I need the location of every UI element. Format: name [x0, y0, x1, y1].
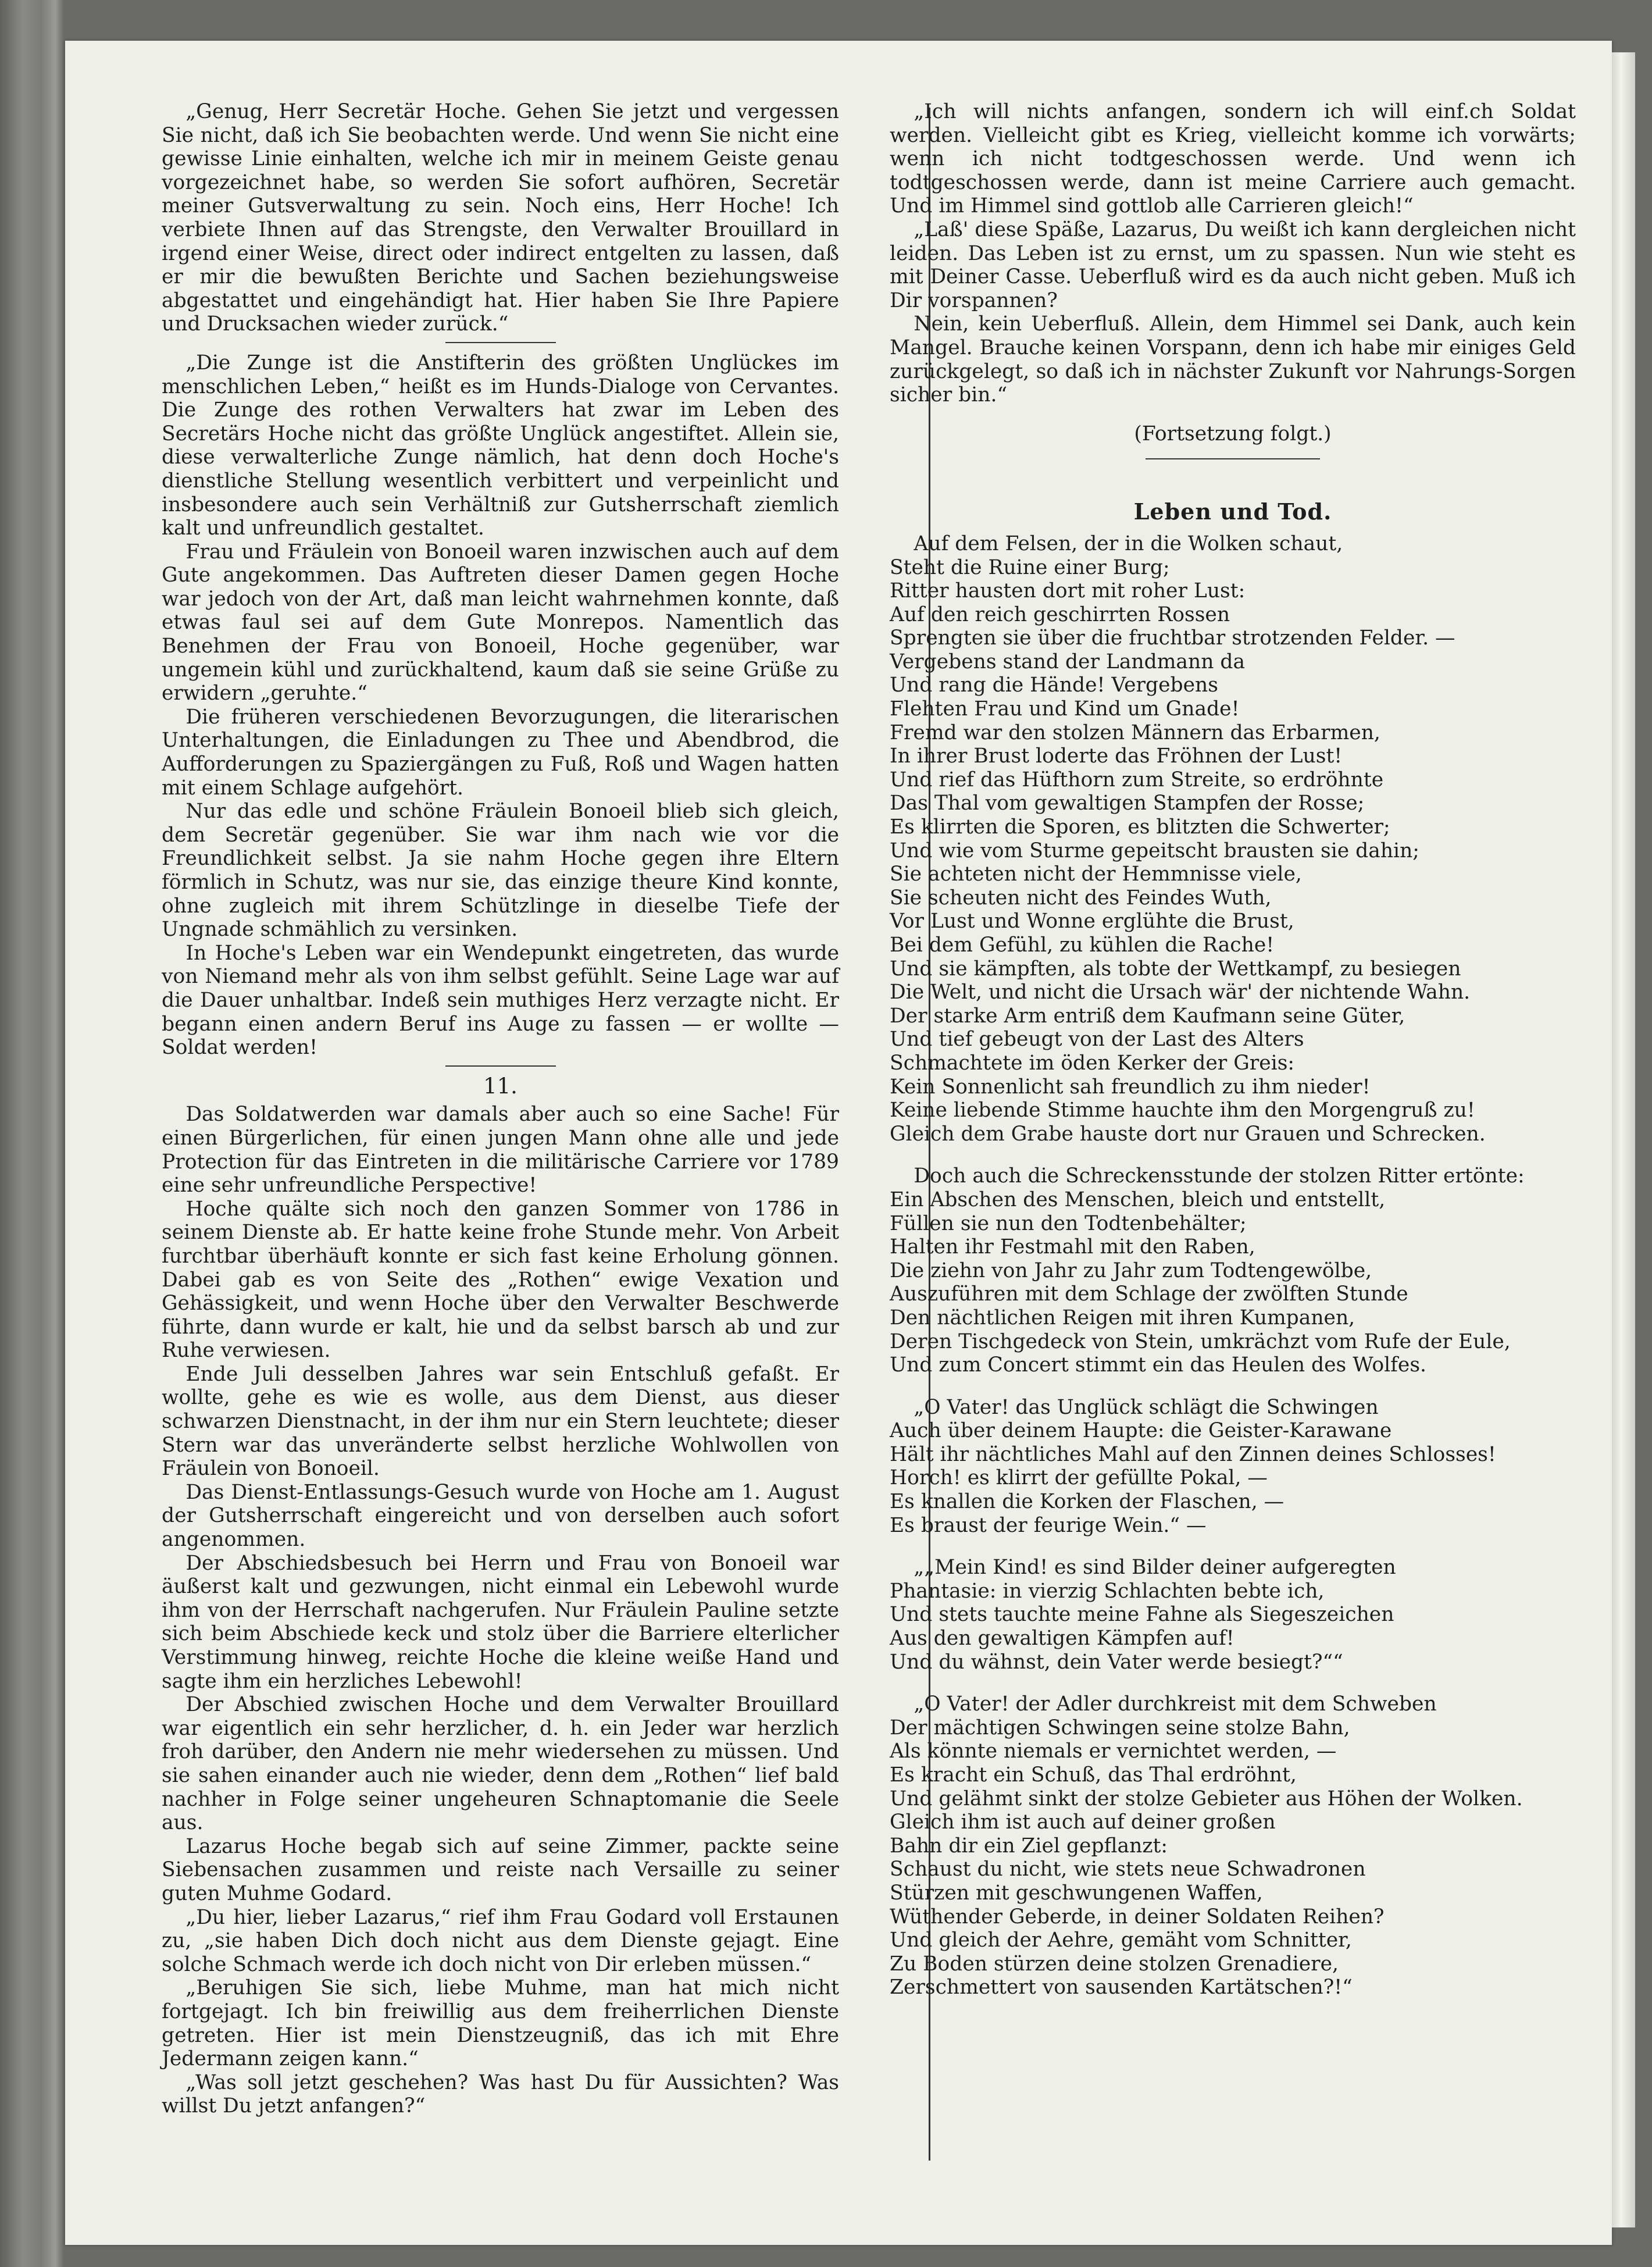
- paragraph: Ende Juli desselben Jahres war sein Entschluß gefaßt. Er wollte, gehe es wie es wolle, aus dem Dienst, aus dieser schwarzen Dienstnacht, in der ihm nur ein Stern leuchtete; dieser Stern war das unveränderte selbst herzliche Wohlwollen von Fräulein von Bonoeil.: [162, 1362, 839, 1481]
- paragraph: Nur das edle und schöne Fräulein Bonoeil blieb sich gleich, dem Secretär gegenüber. Sie war ihm nach wie vor die Freundlichkeit selbst. Ja sie nahm Hoche gegen ihre Eltern förmlich in Schutz, was nur sie, das einzige theure Kind konnte, ohne zugleich mit ihrem Schützlinge in dieselbe Tiefe der Ungnade schmählich zu versinken.: [162, 800, 839, 942]
- paragraph: Der Abschiedsbesuch bei Herrn und Frau von Bonoeil war äußerst kalt und gezwungen, nicht einmal ein Lebewohl wurde ihm von der Herrschaft nachgerufen. Nur Fräulein Pauline setzte sich beim Abschiede keck und stolz über die Barriere elterlicher Verstimmung hinweg, reichte Hoche die kleine weiße Hand und sagte ihm ein herzliches Lebewohl!: [162, 1551, 839, 1693]
- section-number: 11.: [483, 1073, 518, 1099]
- continuation-note: (Fortsetzung folgt.): [1134, 422, 1332, 445]
- poem-line: Zu Boden stürzen deine stolzen Grenadiere,: [890, 1952, 1339, 1976]
- poem-line: Das Thal vom gewaltigen Stampfen der Rosse;: [890, 792, 1365, 815]
- poem-line: Ein Abschen des Menschen, bleich und entstellt,: [890, 1188, 1386, 1211]
- poem-line: Gleich dem Grabe hauste dort nur Grauen und Schrecken.: [890, 1122, 1486, 1146]
- poem-line: Sprengten sie über die fruchtbar strotzenden Felder. —: [890, 626, 1455, 650]
- poem-line: Auch über deinem Haupte: die Geister-Karawane: [890, 1419, 1392, 1443]
- poem-line: Flehten Frau und Kind um Gnade!: [890, 697, 1240, 721]
- paragraph: „Ich will nichts anfangen, sondern ich will einf.ch Soldat werden. Vielleicht gibt es Krieg, vielleicht komme ich vorwärts; wenn ich nicht todtgeschossen werde. Und wenn ich todtgeschossen werde, dann ist meine Carriere auch gemacht. Und im Himmel sind gottlob alle Carrieren gleich!“: [890, 100, 1576, 218]
- separator-rule: [445, 1065, 556, 1067]
- poem-stanza-4: [890, 1556, 1576, 1674]
- poem-stanza-1: [890, 532, 1576, 1146]
- poem-line: Horch! es klirrt der gefüllte Pokal, —: [890, 1466, 1268, 1490]
- right-column: [890, 100, 1576, 2018]
- poem-line: Der starke Arm entriß dem Kaufmann seine Güter,: [890, 1004, 1405, 1028]
- poem-line: In ihrer Brust loderte das Fröhnen der Lust!: [890, 744, 1343, 768]
- poem-line: Gleich ihm ist auch auf deiner großen: [890, 1810, 1276, 1834]
- poem-line: Steht die Ruine einer Burg;: [890, 555, 1170, 579]
- poem-line: Ritter hausten dort mit roher Lust:: [890, 579, 1246, 603]
- poem-line: Wüthender Geberde, in deiner Soldaten Reihen?: [890, 1905, 1385, 1929]
- poem-stanza-5: [890, 1692, 1576, 1999]
- poem-line: Bahn dir ein Ziel gepflanzt:: [890, 1834, 1168, 1858]
- poem-line: Bei dem Gefühl, zu kühlen die Rache!: [890, 933, 1275, 957]
- poem-line: Und rang die Hände! Vergebens: [890, 673, 1218, 697]
- paragraph: Der Abschied zwischen Hoche und dem Verwalter Brouillard war eigentlich ein sehr herzlicher, d. h. ein Jeder war herzlich froh darüber, den Andern nie mehr wiedersehen zu müssen. Und sie sahen einander auch nie wieder, denn dem „Rothen“ lief bald nachher in Folge seiner ungeheuren Schnaptomanie die Seele aus.: [162, 1693, 839, 1835]
- poem-line: Schmachtete im öden Kerker der Greis:: [890, 1051, 1295, 1075]
- paragraph: „Laß' diese Späße, Lazarus, Du weißt ich kann dergleichen nicht leiden. Das Leben ist zu ernst, um zu spassen. Nun wie steht es mit Deiner Casse. Ueberfluß wird es da auch nicht geben. Muß ich Dir vorspannen?: [890, 218, 1576, 312]
- paragraph: Nein, kein Ueberfluß. Allein, dem Himmel sei Dank, auch kein Mangel. Brauche keinen Vorspann, denn ich habe mir einiges Geld zurückgelegt, so daß ich in nächster Zukunft vor Nahrungs-Sorgen sicher bin.“: [890, 312, 1576, 407]
- poem-line: Und wie vom Sturme gepeitscht brausten sie dahin;: [890, 839, 1419, 862]
- poem-line: Und gleich der Aehre, gemäht vom Schnitter,: [890, 1929, 1352, 1952]
- poem-line: Und gelähmt sinkt der stolze Gebieter aus Höhen der Wolken.: [890, 1787, 1523, 1810]
- paragraph: „Genug, Herr Secretär Hoche. Gehen Sie jetzt und vergessen Sie nicht, daß ich Sie beobachten werde. Und wenn Sie nicht eine gewisse Linie einhalten, welche ich mir in meinem Geiste genau vorgezeichnet habe, so werden Sie sofort aufhören, Secretär meiner Gutsverwaltung zu sein. Noch eins, Herr Hoche! Ich verbiete Ihnen auf das Strengste, den Verwalter Brouillard in irgend einer Weise, direct oder indirect entgelten zu lassen, daß er mir die bewußten Berichte und Sachen beziehungsweise abgestattet und eingehändigt hat. Hier haben Sie Ihre Papiere und Drucksachen wieder zurück.“: [162, 100, 839, 336]
- left-column: [162, 100, 839, 2118]
- poem-line: „O Vater! der Adler durchkreist mit dem Schweben: [914, 1692, 1437, 1716]
- poem-line: Sie scheuten nicht des Feindes Wuth,: [890, 886, 1272, 910]
- poem-line: Es braust der feurige Wein.“ —: [890, 1513, 1207, 1537]
- paragraph: Lazarus Hoche begab sich auf seine Zimmer, packte seine Siebensachen zusammen und reiste nach Versaille zu seiner guten Muhme Godard.: [162, 1834, 839, 1905]
- poem-line: Den nächtlichen Reigen mit ihren Kumpanen,: [890, 1306, 1355, 1329]
- poem-line: Schaust du nicht, wie stets neue Schwadronen: [890, 1858, 1366, 1881]
- poem-line: Und du wähnst, dein Vater werde besiegt?““: [890, 1650, 1343, 1674]
- paragraph: Das Dienst-Entlassungs-Gesuch wurde von Hoche am 1. August der Gutsherrschaft eingereicht und von derselben auch sofort angenommen.: [162, 1480, 839, 1552]
- poem-line: Und rief das Hüfthorn zum Streite, so erdröhnte: [890, 768, 1384, 792]
- separator-rule: [1146, 458, 1320, 459]
- poem-line: Hält ihr nächtliches Mahl auf den Zinnen deines Schlosses!: [890, 1442, 1496, 1466]
- paragraph: „Du hier, lieber Lazarus,“ rief ihm Frau Godard voll Erstaunen zu, „sie haben Dich doch nicht aus dem Dienste gejagt. Eine solche Schmach werde ich doch nicht von Dir erleben müssen.“: [162, 1905, 839, 1976]
- poem-line: Zerschmettert von sausenden Kartätschen?!“: [890, 1976, 1353, 1999]
- poem-line: Und sie kämpften, als tobte der Wettkampf, zu besiegen: [890, 957, 1461, 981]
- paragraph: Die früheren verschiedenen Bevorzugungen, die literarischen Unterhaltungen, die Einladungen zu Thee und Abendbrod, die Aufforderungen zu Spaziergängen zu Fuß, Roß und Wagen hatten mit einem Schlage aufgehört.: [162, 705, 839, 800]
- poem-line: Es knallen die Korken der Flaschen, —: [890, 1490, 1285, 1514]
- poem-line: Auf dem Felsen, der in die Wolken schaut,: [914, 532, 1343, 555]
- poem-line: Die ziehn von Jahr zu Jahr zum Todtengewölbe,: [890, 1259, 1372, 1282]
- poem-line: „O Vater! das Unglück schlägt die Schwingen: [914, 1395, 1379, 1419]
- poem-stanza-3: [890, 1396, 1576, 1538]
- page-edge: [1612, 52, 1635, 2227]
- poem-title: Leben und Tod.: [1133, 498, 1332, 525]
- paragraph: „Die Zunge ist die Anstifterin des größten Unglückes im menschlichen Leben,“ heißt es im Hunds-Dialoge von Cervantes. Die Zunge des rothen Verwalters hat zwar im Leben des Secretärs Hoche nicht das größte Unglück angestiftet. Allein sie, diese verwalterliche Zunge nämlich, hat denn doch Hoche's dienstliche Stellung wesentlich verbittert und verpeinlicht und insbesondere auch sein Verhältniß zur Gutsherrschaft ziemlich kalt und unfreundlich gestaltet.: [162, 351, 839, 540]
- poem-line: Als könnte niemals er vernichtet werden, —: [890, 1740, 1337, 1763]
- poem-line: Stürzen mit geschwungenen Waffen,: [890, 1881, 1263, 1905]
- poem-line: Und stets tauchte meine Fahne als Siegeszeichen: [890, 1603, 1394, 1627]
- paragraph: In Hoche's Leben war ein Wendepunkt eingetreten, das wurde von Niemand mehr als von ihm selbst gefühlt. Seine Lage war auf die Dauer unhaltbar. Indeß sein muthiges Herz verzagte nicht. Er begann einen andern Beruf ins Auge zu fassen — er wollte — Soldat werden!: [162, 941, 839, 1060]
- poem-line: Die Welt, und nicht die Ursach wär' der nichtende Wahn.: [890, 981, 1471, 1004]
- poem-line: Auf den reich geschirrten Rossen: [890, 603, 1230, 626]
- paragraph: „Beruhigen Sie sich, liebe Muhme, man hat mich nicht fortgejagt. Ich bin freiwillig aus dem freiherrlichen Dienste getreten. Hier ist mein Dienstzeugniß, das ich mit Ehre Jedermann zeigen kann.“: [162, 1976, 839, 2071]
- poem-line: Und tief gebeugt von der Last des Alters: [890, 1028, 1304, 1051]
- paragraph: „Was soll jetzt geschehen? Was hast Du für Aussichten? Was willst Du jetzt anfangen?“: [162, 2070, 839, 2118]
- poem-line: Vergebens stand der Landmann da: [890, 650, 1246, 673]
- poem-line: Und zum Concert stimmt ein das Heulen des Wolfes.: [890, 1353, 1427, 1377]
- poem-stanza-2: [890, 1164, 1576, 1377]
- poem-line: Es klirrten die Sporen, es blitzten die Schwerter;: [890, 815, 1390, 839]
- poem-line: Es kracht ein Schuß, das Thal erdröhnt,: [890, 1763, 1297, 1787]
- poem-line: Deren Tischgedeck von Stein, umkrächzt vom Rufe der Eule,: [890, 1329, 1511, 1353]
- poem-line: Kein Sonnenlicht sah freundlich zu ihm nieder!: [890, 1075, 1371, 1099]
- paragraph: Frau und Fräulein von Bonoeil waren inzwischen auch auf dem Gute angekommen. Das Auftreten dieser Damen gegen Hoche war jedoch von der Art, daß man leicht wahrnehmen konnte, daß etwas faul sei auf dem Gute Monrepos. Namentlich das Benehmen der Frau von Bonoeil, Hoche gegenüber, war ungemein kühl und zurückhaltend, kaum daß sie seine Grüße zu erwidern „geruhte.“: [162, 540, 839, 705]
- separator-rule: [445, 342, 556, 343]
- poem-line: Sie achteten nicht der Hemmnisse viele,: [890, 862, 1302, 886]
- paragraph: Hoche quälte sich noch den ganzen Sommer von 1786 in seinem Dienste ab. Er hatte keine frohe Stunde mehr. Von Arbeit furchtbar überhäuft konnte er sich fast keine Erholung gönnen. Dabei gab es von Seite des „Rothen“ ewige Vexation und Gehässigkeit, und wenn Hoche über den Verwalter Beschwerde führte, dann wurde er kalt, hie und da selbst barsch ab und zur Ruhe verwiesen.: [162, 1197, 839, 1363]
- poem-line: Fremd war den stolzen Männern das Erbarmen,: [890, 721, 1380, 744]
- poem-line: „„Mein Kind! es sind Bilder deiner aufgeregten: [914, 1556, 1396, 1580]
- poem-line: Halten ihr Festmahl mit den Raben,: [890, 1235, 1255, 1259]
- poem-line: Doch auch die Schreckensstunde der stolzen Ritter ertönte:: [914, 1164, 1525, 1188]
- poem-line: Keine liebende Stimme hauchte ihm den Morgengruß zu!: [890, 1099, 1475, 1122]
- poem-line: Der mächtigen Schwingen seine stolze Bahn,: [890, 1716, 1350, 1740]
- poem-line: Aus den gewaltigen Kämpfen auf!: [890, 1627, 1234, 1651]
- poem-line: Phantasie: in vierzig Schlachten bebte ich,: [890, 1579, 1325, 1603]
- paragraph: Das Soldatwerden war damals aber auch so eine Sache! Für einen Bürgerlichen, für einen jungen Mann ohne alle und jede Protection für das Eintreten in die militärische Carriere vor 1789 eine sehr unfreundliche Perspective!: [162, 1103, 839, 1197]
- poem-line: Vor Lust und Wonne erglühte die Brust,: [890, 910, 1294, 933]
- poem-line: Füllen sie nun den Todtenbehälter;: [890, 1211, 1247, 1235]
- poem-line: Auszuführen mit dem Schlage der zwölften Stunde: [890, 1282, 1408, 1306]
